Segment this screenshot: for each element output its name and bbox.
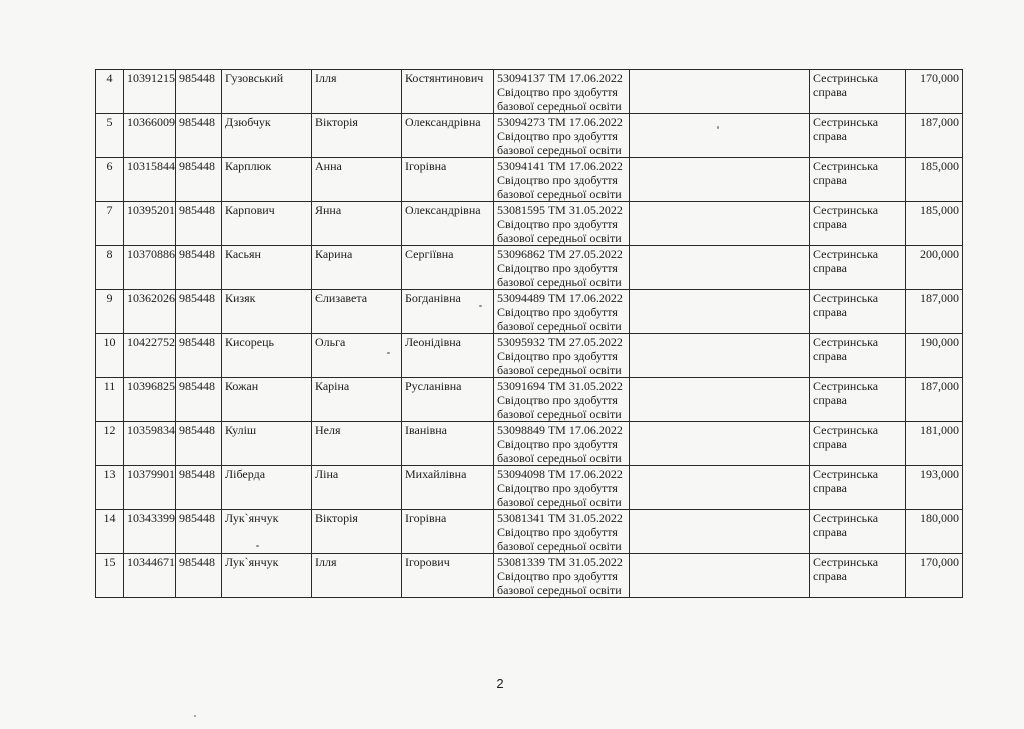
empty-cell bbox=[630, 334, 810, 378]
row-number: 12 bbox=[96, 422, 124, 466]
row-number: 13 bbox=[96, 466, 124, 510]
score-cell: 170,000 bbox=[906, 70, 963, 114]
specialty-line-1: Сестринська bbox=[813, 467, 879, 481]
specialty-line-2: справа bbox=[813, 173, 847, 187]
table-row bbox=[96, 202, 963, 246]
scan-speck bbox=[479, 305, 482, 307]
specialty-cell bbox=[810, 334, 906, 378]
patronymic-cell: Богданівна bbox=[402, 290, 494, 334]
offer-code: 985448 bbox=[176, 290, 222, 334]
surname-cell: Касьян bbox=[222, 246, 312, 290]
offer-code: 985448 bbox=[176, 334, 222, 378]
document-cell bbox=[494, 114, 630, 158]
document-type: Свідоцтво про здобуття bbox=[497, 85, 618, 99]
specialty-cell bbox=[810, 466, 906, 510]
score-cell: 185,000 bbox=[906, 202, 963, 246]
specialty-line-2: справа bbox=[813, 393, 847, 407]
score-cell: 200,000 bbox=[906, 246, 963, 290]
document-number: 53094273 ТМ 17.06.2022 bbox=[497, 115, 623, 129]
first-name-cell: Ілля bbox=[312, 70, 402, 114]
document-cell bbox=[494, 378, 630, 422]
row-number: 6 bbox=[96, 158, 124, 202]
score-cell: 187,000 bbox=[906, 378, 963, 422]
document-cell bbox=[494, 554, 630, 598]
empty-cell bbox=[630, 70, 810, 114]
document-number: 53096862 ТМ 27.05.2022 bbox=[497, 247, 623, 261]
document-type-continued: базової середньої освіти bbox=[497, 275, 622, 289]
applicant-id: 10396825 bbox=[124, 378, 176, 422]
table-row bbox=[96, 510, 963, 554]
score-cell: 190,000 bbox=[906, 334, 963, 378]
specialty-line-2: справа bbox=[813, 305, 847, 319]
document-type-continued: базової середньої освіти bbox=[497, 231, 622, 245]
document-number: 53081339 ТМ 31.05.2022 bbox=[497, 555, 623, 569]
scan-speck bbox=[717, 126, 719, 129]
score-cell: 180,000 bbox=[906, 510, 963, 554]
page-number: 2 bbox=[496, 676, 504, 691]
surname-cell: Кизяк bbox=[222, 290, 312, 334]
row-number: 14 bbox=[96, 510, 124, 554]
surname-cell: Карпович bbox=[222, 202, 312, 246]
document-cell bbox=[494, 422, 630, 466]
specialty-line-2: справа bbox=[813, 261, 847, 275]
document-type: Свідоцтво про здобуття bbox=[497, 305, 618, 319]
document-number: 53094137 ТМ 17.06.2022 bbox=[497, 71, 623, 85]
specialty-line-1: Сестринська bbox=[813, 511, 879, 525]
specialty-cell bbox=[810, 114, 906, 158]
offer-code: 985448 bbox=[176, 554, 222, 598]
document-type: Свідоцтво про здобуття bbox=[497, 217, 618, 231]
first-name-cell: Вікторія bbox=[312, 114, 402, 158]
document-cell bbox=[494, 466, 630, 510]
surname-cell: Лук`янчук bbox=[222, 510, 312, 554]
specialty-cell bbox=[810, 158, 906, 202]
specialty-cell bbox=[810, 510, 906, 554]
applicant-id: 10315844 bbox=[124, 158, 176, 202]
specialty-line-2: справа bbox=[813, 437, 847, 451]
applicant-id: 10343399 bbox=[124, 510, 176, 554]
scan-speck bbox=[256, 545, 259, 547]
table-row bbox=[96, 466, 963, 510]
score-cell: 170,000 bbox=[906, 554, 963, 598]
table-row bbox=[96, 246, 963, 290]
row-number: 10 bbox=[96, 334, 124, 378]
patronymic-cell: Русланівна bbox=[402, 378, 494, 422]
specialty-cell bbox=[810, 554, 906, 598]
specialty-line-2: справа bbox=[813, 85, 847, 99]
first-name-cell: Карина bbox=[312, 246, 402, 290]
specialty-cell bbox=[810, 422, 906, 466]
scan-speck bbox=[194, 715, 196, 717]
table-row bbox=[96, 114, 963, 158]
first-name-cell: Янна bbox=[312, 202, 402, 246]
specialty-line-1: Сестринська bbox=[813, 335, 879, 349]
specialty-line-1: Сестринська bbox=[813, 159, 879, 173]
score-cell: 187,000 bbox=[906, 290, 963, 334]
surname-cell: Кожан bbox=[222, 378, 312, 422]
document-type-continued: базової середньої освіти bbox=[497, 143, 622, 157]
patronymic-cell: Костянтинович bbox=[402, 70, 494, 114]
score-cell: 181,000 bbox=[906, 422, 963, 466]
specialty-cell bbox=[810, 290, 906, 334]
table-row bbox=[96, 70, 963, 114]
table-row bbox=[96, 378, 963, 422]
specialty-cell bbox=[810, 246, 906, 290]
empty-cell bbox=[630, 158, 810, 202]
document-type: Свідоцтво про здобуття bbox=[497, 437, 618, 451]
specialty-line-2: справа bbox=[813, 349, 847, 363]
patronymic-cell: Ігорівна bbox=[402, 510, 494, 554]
surname-cell: Кисорець bbox=[222, 334, 312, 378]
surname-cell: Куліш bbox=[222, 422, 312, 466]
offer-code: 985448 bbox=[176, 202, 222, 246]
document-number: 53094141 ТМ 17.06.2022 bbox=[497, 159, 623, 173]
document-type-continued: базової середньої освіти bbox=[497, 99, 622, 113]
document-type-continued: базової середньої освіти bbox=[497, 495, 622, 509]
table-row bbox=[96, 158, 963, 202]
scan-speck bbox=[387, 352, 390, 354]
applicant-id: 10395201 bbox=[124, 202, 176, 246]
document-type-continued: базової середньої освіти bbox=[497, 451, 622, 465]
applicants-table bbox=[95, 69, 963, 598]
empty-cell bbox=[630, 554, 810, 598]
specialty-line-1: Сестринська bbox=[813, 203, 879, 217]
row-number: 5 bbox=[96, 114, 124, 158]
surname-cell: Гузовський bbox=[222, 70, 312, 114]
row-number: 15 bbox=[96, 554, 124, 598]
specialty-line-1: Сестринська bbox=[813, 379, 879, 393]
specialty-line-2: справа bbox=[813, 129, 847, 143]
document-type-continued: базової середньої освіти bbox=[497, 187, 622, 201]
specialty-line-2: справа bbox=[813, 525, 847, 539]
offer-code: 985448 bbox=[176, 70, 222, 114]
first-name-cell: Анна bbox=[312, 158, 402, 202]
document-number: 53094098 ТМ 17.06.2022 bbox=[497, 467, 623, 481]
applicant-id: 10391215 bbox=[124, 70, 176, 114]
row-number: 7 bbox=[96, 202, 124, 246]
surname-cell: Карплюк bbox=[222, 158, 312, 202]
patronymic-cell: Сергіївна bbox=[402, 246, 494, 290]
table-row bbox=[96, 334, 963, 378]
patronymic-cell: Ігорович bbox=[402, 554, 494, 598]
document-cell bbox=[494, 202, 630, 246]
surname-cell: Ліберда bbox=[222, 466, 312, 510]
document-number: 53095932 ТМ 27.05.2022 bbox=[497, 335, 623, 349]
document-cell bbox=[494, 334, 630, 378]
table-row bbox=[96, 422, 963, 466]
document-type-continued: базової середньої освіти bbox=[497, 583, 622, 597]
document-type-continued: базової середньої освіти bbox=[497, 539, 622, 553]
document-number: 53091694 ТМ 31.05.2022 bbox=[497, 379, 623, 393]
row-number: 8 bbox=[96, 246, 124, 290]
row-number: 11 bbox=[96, 378, 124, 422]
document-type: Свідоцтво про здобуття bbox=[497, 173, 618, 187]
first-name-cell: Єлизавета bbox=[312, 290, 402, 334]
score-cell: 193,000 bbox=[906, 466, 963, 510]
document-number: 53094489 ТМ 17.06.2022 bbox=[497, 291, 623, 305]
empty-cell bbox=[630, 290, 810, 334]
specialty-cell bbox=[810, 378, 906, 422]
specialty-line-2: справа bbox=[813, 569, 847, 583]
document-cell bbox=[494, 158, 630, 202]
patronymic-cell: Іванівна bbox=[402, 422, 494, 466]
document-number: 53081595 ТМ 31.05.2022 bbox=[497, 203, 623, 217]
applicant-id: 10379901 bbox=[124, 466, 176, 510]
specialty-cell bbox=[810, 70, 906, 114]
document-number: 53098849 ТМ 17.06.2022 bbox=[497, 423, 623, 437]
table-row bbox=[96, 290, 963, 334]
document-cell bbox=[494, 290, 630, 334]
document-type: Свідоцтво про здобуття bbox=[497, 569, 618, 583]
applicant-id: 10359834 bbox=[124, 422, 176, 466]
specialty-line-1: Сестринська bbox=[813, 247, 879, 261]
applicant-id: 10422752 bbox=[124, 334, 176, 378]
specialty-line-1: Сестринська bbox=[813, 71, 879, 85]
score-cell: 185,000 bbox=[906, 158, 963, 202]
applicant-id: 10344671 bbox=[124, 554, 176, 598]
document-type-continued: базової середньої освіти bbox=[497, 407, 622, 421]
empty-cell bbox=[630, 422, 810, 466]
specialty-line-1: Сестринська bbox=[813, 115, 879, 129]
row-number: 9 bbox=[96, 290, 124, 334]
row-number: 4 bbox=[96, 70, 124, 114]
offer-code: 985448 bbox=[176, 510, 222, 554]
document-type-continued: базової середньої освіти bbox=[497, 363, 622, 377]
offer-code: 985448 bbox=[176, 422, 222, 466]
table-body bbox=[96, 70, 963, 598]
patronymic-cell: Олександрівна bbox=[402, 114, 494, 158]
empty-cell bbox=[630, 246, 810, 290]
specialty-line-2: справа bbox=[813, 217, 847, 231]
table-row bbox=[96, 554, 963, 598]
document-cell bbox=[494, 246, 630, 290]
empty-cell bbox=[630, 510, 810, 554]
document-type: Свідоцтво про здобуття bbox=[497, 261, 618, 275]
document-type-continued: базової середньої освіти bbox=[497, 319, 622, 333]
first-name-cell: Ліна bbox=[312, 466, 402, 510]
first-name-cell: Вікторія bbox=[312, 510, 402, 554]
first-name-cell: Ілля bbox=[312, 554, 402, 598]
offer-code: 985448 bbox=[176, 466, 222, 510]
empty-cell bbox=[630, 378, 810, 422]
document-cell bbox=[494, 510, 630, 554]
specialty-line-2: справа bbox=[813, 481, 847, 495]
offer-code: 985448 bbox=[176, 114, 222, 158]
first-name-cell: Неля bbox=[312, 422, 402, 466]
offer-code: 985448 bbox=[176, 378, 222, 422]
specialty-line-1: Сестринська bbox=[813, 555, 879, 569]
offer-code: 985448 bbox=[176, 246, 222, 290]
empty-cell bbox=[630, 466, 810, 510]
empty-cell bbox=[630, 114, 810, 158]
offer-code: 985448 bbox=[176, 158, 222, 202]
specialty-cell bbox=[810, 202, 906, 246]
document-cell bbox=[494, 70, 630, 114]
applicant-id: 10366009 bbox=[124, 114, 176, 158]
patronymic-cell: Ігорівна bbox=[402, 158, 494, 202]
surname-cell: Дзюбчук bbox=[222, 114, 312, 158]
patronymic-cell: Олександрівна bbox=[402, 202, 494, 246]
document-type: Свідоцтво про здобуття bbox=[497, 349, 618, 363]
empty-cell bbox=[630, 202, 810, 246]
first-name-cell: Ольга bbox=[312, 334, 402, 378]
applicant-id: 10362026 bbox=[124, 290, 176, 334]
specialty-line-1: Сестринська bbox=[813, 423, 879, 437]
surname-cell: Лук`янчук bbox=[222, 554, 312, 598]
document-type: Свідоцтво про здобуття bbox=[497, 129, 618, 143]
score-cell: 187,000 bbox=[906, 114, 963, 158]
applicant-id: 10370886 bbox=[124, 246, 176, 290]
patronymic-cell: Михайлівна bbox=[402, 466, 494, 510]
document-type: Свідоцтво про здобуття bbox=[497, 393, 618, 407]
document-type: Свідоцтво про здобуття bbox=[497, 525, 618, 539]
document-type: Свідоцтво про здобуття bbox=[497, 481, 618, 495]
patronymic-cell: Леонідівна bbox=[402, 334, 494, 378]
specialty-line-1: Сестринська bbox=[813, 291, 879, 305]
first-name-cell: Каріна bbox=[312, 378, 402, 422]
document-number: 53081341 ТМ 31.05.2022 bbox=[497, 511, 623, 525]
